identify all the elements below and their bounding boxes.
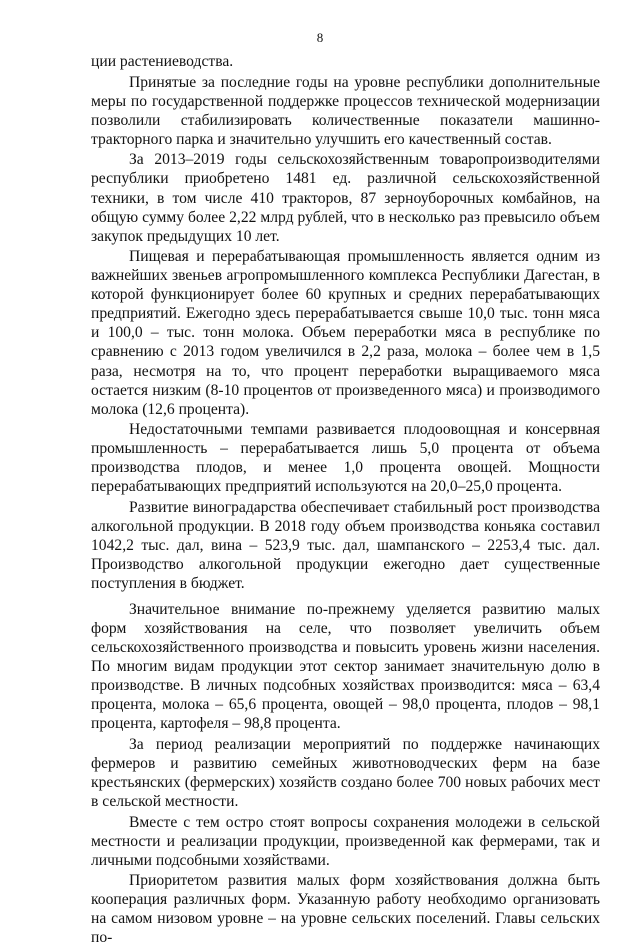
paragraph-youth-retention: Вместе с тем остро стоят вопросы сохранения молодежи в сельской местности и реализации продукции, произведенной как фермерами, так и личными подсобными хозяйствами.: [91, 813, 600, 869]
document-body: [91, 52, 600, 949]
paragraph-technical-modernization: Принятые за последние годы на уровне республики дополнительные меры по государственной поддержке процессов технической модернизации позволили стабилизировать количественные показатели машинно-тракторного парка и значительно улучшить его качественный состав.: [91, 73, 600, 148]
paragraph-viticulture: Развитие виноградарства обеспечивает стабильный рост производства алкогольной продукции. В 2018 году объем производства коньяка составил 1042,2 тыс. дал, вина – 523,9 тыс. дал, шампанского – 2253,4 тыс. дал. Производство алкогольной продукции ежегодно дает существенные поступления в бюджет.: [91, 499, 600, 593]
paragraph-fruit-vegetable-canning: Недостаточными темпами развивается плодоовощная и консервная промышленность – перерабатывается лишь 5,0 процента от объема производства плодов, и менее 1,0 процента овощей. Мощности перерабатывающих предприятий используются на 20,0–25,0 процента.: [91, 421, 600, 496]
paragraph-continuation: ции растениеводства.: [91, 53, 234, 70]
paragraph-cooperation-priority: Приоритетом развития малых форм хозяйствования должна быть кооперация различных форм. Указанную работу необходимо организовать на самом низовом уровне – на уровне сельских поселений. Главы сельских по-: [91, 872, 600, 947]
paragraph-farmer-support: За период реализации мероприятий по поддержке начинающих фермеров и развитию семейных животноводческих ферм на базе крестьянских (фермерских) хозяйств создано более 700 новых рабочих мест в сельской местности.: [91, 735, 600, 810]
paragraph-small-farms: Значительное внимание по-прежнему уделяется развитию малых форм хозяйствования на селе, что позволяет увеличить объем сельскохозяйственного производства и повысить уровень жизни населения. По многим видам продукции этот сектор занимает значительную долю в производстве. В личных подсобных хозяйствах производится: мяса – 63,4 процента, молока – 65,6 процента, овощей – 98,0 процента, плодов – 98,1 процента, картофеля – 98,8 процента.: [91, 600, 600, 733]
paragraph-food-processing-industry: Пищевая и перерабатывающая промышленность является одним из важнейших звеньев агропромышленного комплекса Республики Дагестан, в которой функционирует более 60 крупных и средних перерабатывающих предприятий. Ежегодно здесь перерабатывается свыше 10,0 тыс. тонн мяса и 100,0 – тыс. тонн молока. Объем переработки мяса в республике по сравнению с 2013 годом увеличился в 2,2 раза, молока – более чем в 1,5 раза, несмотря на то, что процент переработки выращиваемого мяса остается низким (8-10 процентов от произведенного мяса) и производимого молока (12,6 процента).: [91, 248, 600, 418]
page-number: 8: [316, 30, 324, 45]
paragraph-machinery-purchases: За 2013–2019 годы сельскохозяйственным товаропроизводителями республики приобретено 1481 ед. различной сельскохозяйственной техники, в том числе 410 тракторов, 87 зерноуборочных комбайнов, на общую сумму более 2,22 млрд рублей, что в несколько раз превысило объем закупок предыдущих 10 лет.: [91, 151, 600, 245]
